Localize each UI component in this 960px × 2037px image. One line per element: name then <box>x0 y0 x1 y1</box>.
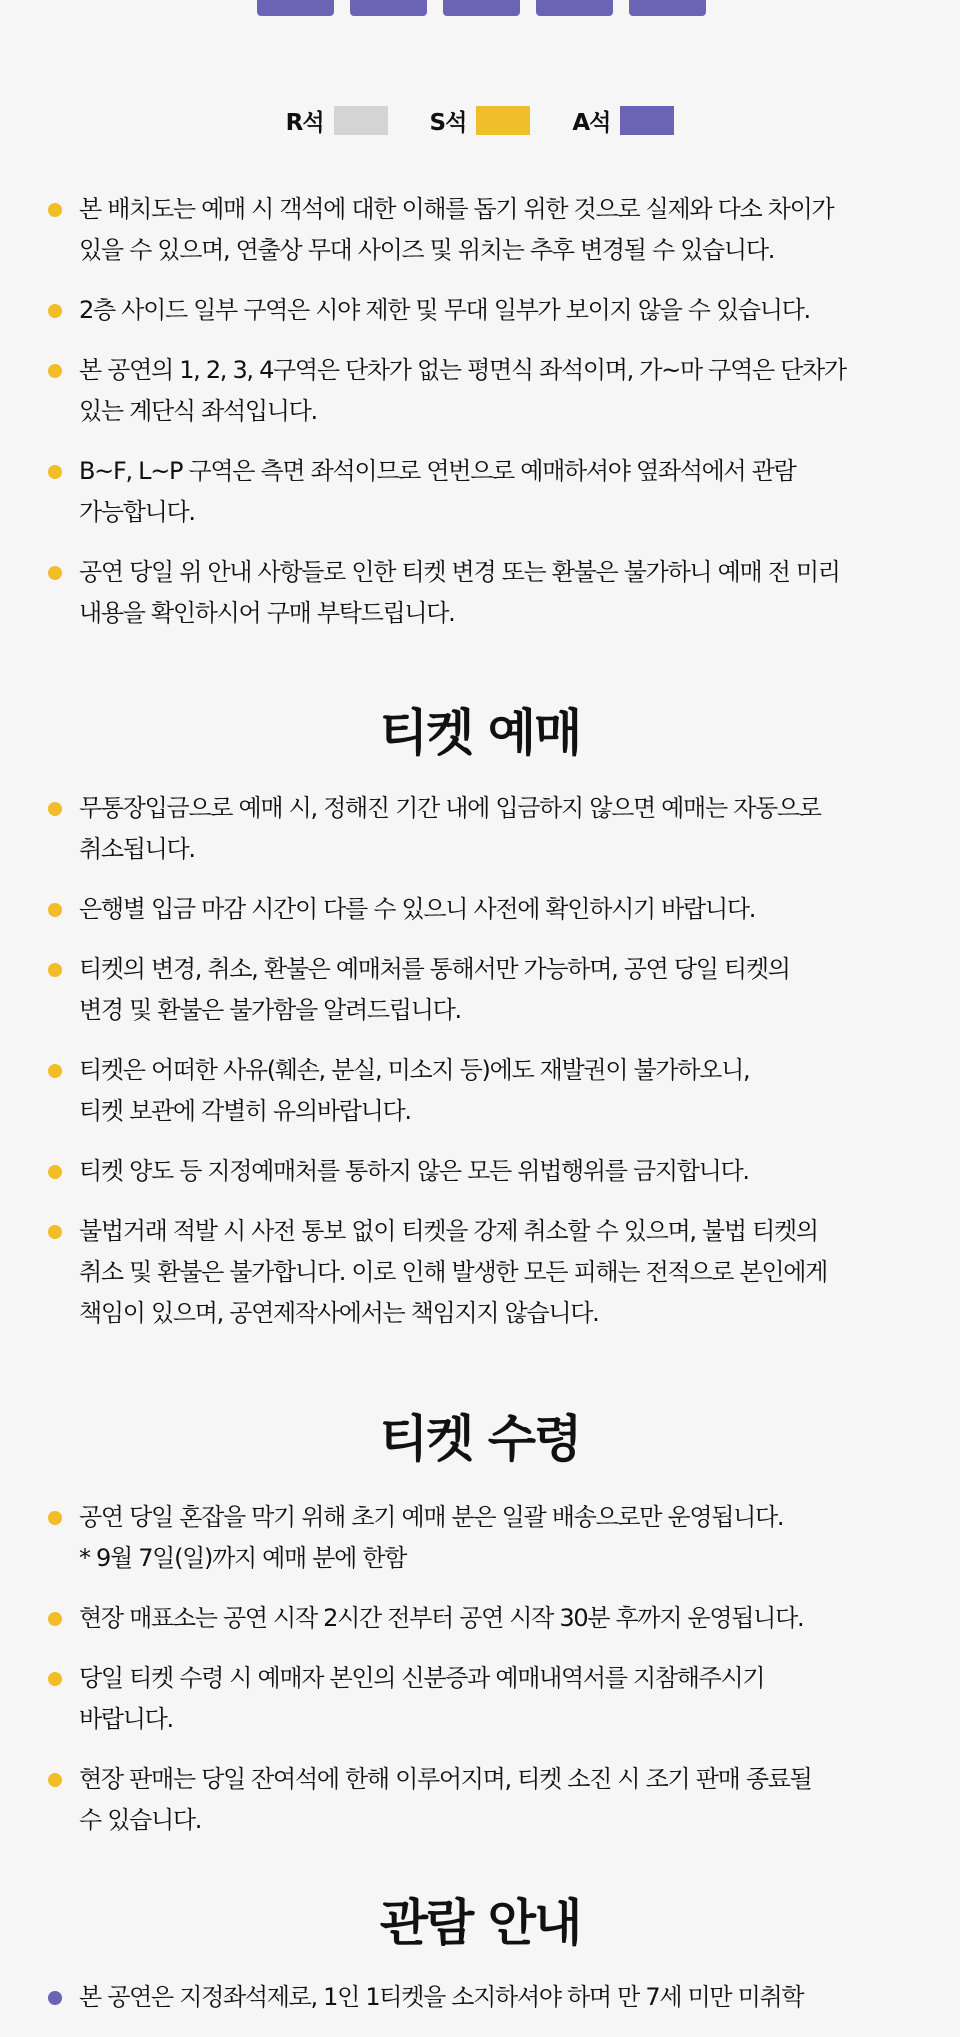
legend-swatch <box>334 106 388 135</box>
seating-notes-list <box>48 189 908 653</box>
legend-swatch <box>476 106 530 135</box>
seat-legend <box>0 104 960 137</box>
list-item <box>48 350 908 432</box>
seat-block <box>257 0 334 16</box>
section-title-viewing-guide: 관람 안내 <box>379 1894 581 1952</box>
list-item <box>48 1151 908 1192</box>
bullet-dot-icon <box>48 1064 62 1078</box>
list-item <box>48 949 908 1031</box>
legend-item-r <box>286 104 388 137</box>
list-item <box>48 552 908 634</box>
bullet-dot-icon <box>48 802 62 816</box>
ticket-booking-list <box>48 788 908 1353</box>
bullet-dot-icon <box>48 1511 62 1525</box>
legend-item-a <box>572 104 674 137</box>
list-item <box>48 1598 908 1639</box>
list-item-text: 티켓 양도 등 지정예매처를 통하지 않은 모든 위법행위를 금지합니다. <box>79 1157 749 1185</box>
list-item-text: 티켓은 어떠한 사유(훼손, 분실, 미소지 등)에도 재발권이 불가하오니, 티켓 보관에 각별히 유의바랍니다. <box>79 1056 750 1125</box>
list-item-text: 2층 사이드 일부 구역은 시야 제한 및 무대 일부가 보이지 않을 수 있습니다. <box>79 296 810 324</box>
list-item-text: 본 배치도는 예매 시 객석에 대한 이해를 돕기 위한 것으로 실제와 다소 차이가 있을 수 있으며, 연출상 무대 사이즈 및 위치는 추후 변경될 수 있습니다. <box>79 195 834 264</box>
section-title-ticket-booking: 티켓 예매 <box>379 704 581 762</box>
list-item <box>48 1759 908 1841</box>
bullet-dot-icon <box>48 963 62 977</box>
legend-swatch <box>620 106 674 135</box>
list-item-text: 본 공연의 1, 2, 3, 4구역은 단차가 없는 평면식 좌석이며, 가~마 구역은 단차가 있는 계단식 좌석입니다. <box>79 356 846 425</box>
list-item-text: 불법거래 적발 시 사전 통보 없이 티켓을 강제 취소할 수 있으며, 불법 티켓의 취소 및 환불은 불가합니다. 이로 인해 발생한 모든 피해는 전적으로 본인에게 책임이 있으며, 공연제작사에서는 책임지지 않습니다. <box>79 1217 828 1327</box>
section-title-ticket-pickup: 티켓 수령 <box>379 1410 581 1468</box>
bullet-dot-icon <box>48 1991 62 2005</box>
bullet-dot-icon <box>48 304 62 318</box>
list-item <box>48 1497 908 1579</box>
ticket-pickup-list <box>48 1497 908 1860</box>
legend-label: S석 <box>429 110 467 136</box>
bullet-dot-icon <box>48 903 62 917</box>
bullet-dot-icon <box>48 1225 62 1239</box>
list-item-text: 무통장입금으로 예매 시, 정해진 기간 내에 입금하지 않으면 예매는 자동으로 취소됩니다. <box>79 794 821 863</box>
list-item-text: 현장 판매는 당일 잔여석에 한해 이루어지며, 티켓 소진 시 조기 판매 종료될 수 있습니다. <box>79 1765 812 1834</box>
viewing-guide-list <box>48 1977 908 2037</box>
bullet-dot-icon <box>48 1612 62 1626</box>
list-item <box>48 1050 908 1132</box>
list-item <box>48 189 908 271</box>
legend-label: A석 <box>572 110 611 136</box>
list-item-text: 본 공연은 지정좌석제로, 1인 1티켓을 소지하셔야 하며 만 7세 미만 미취학 <box>79 1983 804 2011</box>
seat-block <box>443 0 520 16</box>
list-item <box>48 1658 908 1740</box>
list-item-text: 현장 매표소는 공연 시작 2시간 전부터 공연 시작 30분 후까지 운영됩니다. <box>79 1604 804 1632</box>
bullet-dot-icon <box>48 1165 62 1179</box>
seat-map-bottom-edge <box>257 0 706 16</box>
legend-item-s <box>430 104 531 137</box>
bullet-dot-icon <box>48 465 62 479</box>
bullet-dot-icon <box>48 364 62 378</box>
list-item-text: 은행별 입금 마감 시간이 다를 수 있으니 사전에 확인하시기 바랍니다. <box>79 895 756 923</box>
list-item-text: 당일 티켓 수령 시 예매자 본인의 신분증과 예매내역서를 지참해주시기 바랍니다. <box>79 1664 765 1733</box>
list-item <box>48 1211 908 1334</box>
list-item <box>48 889 908 930</box>
seat-block <box>629 0 706 16</box>
list-item-text: 공연 당일 위 안내 사항들로 인한 티켓 변경 또는 환불은 불가하니 예매 전 미리 내용을 확인하시어 구매 부탁드립니다. <box>79 558 840 627</box>
list-item <box>48 451 908 533</box>
bullet-dot-icon <box>48 566 62 580</box>
list-item <box>48 290 908 331</box>
list-item <box>48 1977 908 2018</box>
bullet-dot-icon <box>48 1672 62 1686</box>
list-item-text: B~F, L~P 구역은 측면 좌석이므로 연번으로 예매하셔야 옆좌석에서 관람 가능합니다. <box>79 457 796 526</box>
seat-block <box>536 0 613 16</box>
bullet-dot-icon <box>48 1773 62 1787</box>
list-item <box>48 788 908 870</box>
list-item-text: 티켓의 변경, 취소, 환불은 예매처를 통해서만 가능하며, 공연 당일 티켓의 변경 및 환불은 불가함을 알려드립니다. <box>79 955 790 1024</box>
list-item-text: 공연 당일 혼잡을 막기 위해 초기 예매 분은 일괄 배송으로만 운영됩니다. * 9월 7일(일)까지 예매 분에 한함 <box>79 1503 784 1572</box>
bullet-dot-icon <box>48 203 62 217</box>
legend-label: R석 <box>285 110 324 136</box>
seat-block <box>350 0 427 16</box>
